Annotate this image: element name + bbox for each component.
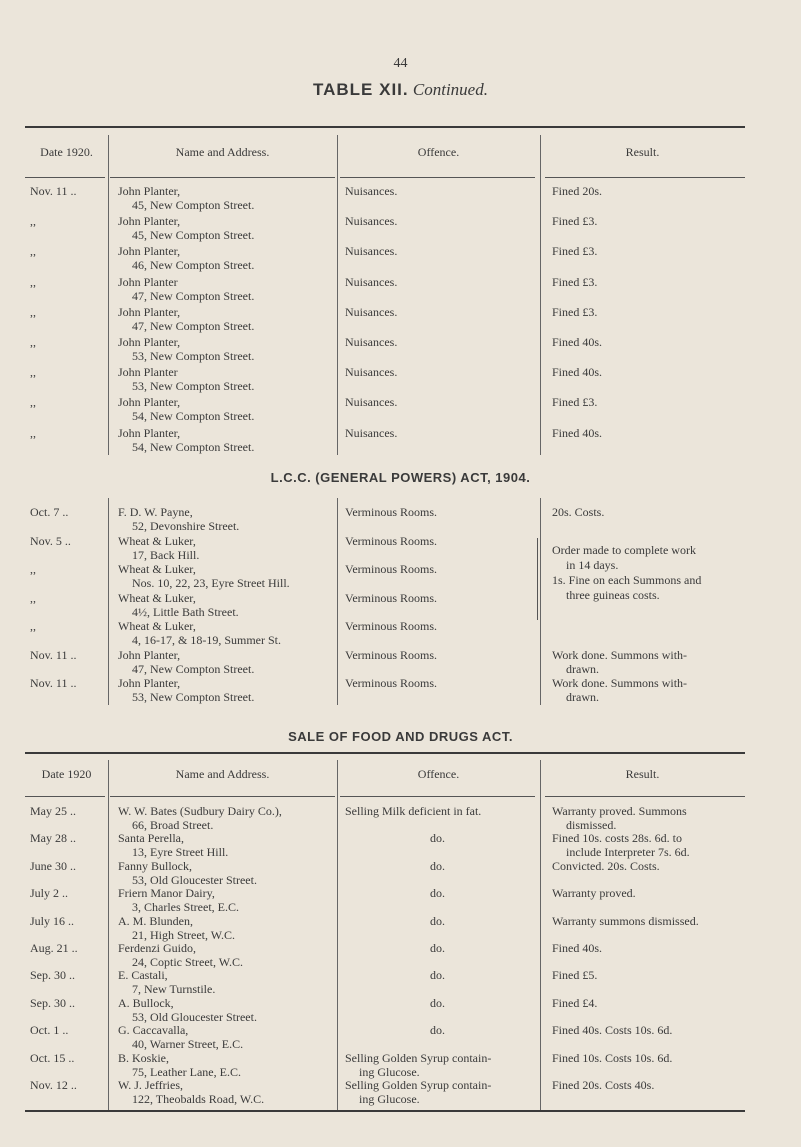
- row-result: [552, 395, 752, 409]
- header-name: Name and Address.: [175, 767, 270, 781]
- result-text-cont: dismissed.: [566, 818, 617, 832]
- offence-text-cont: ing Glucose.: [359, 1064, 420, 1079]
- offence-text: do.: [430, 858, 445, 873]
- table-row: [0, 1078, 801, 1114]
- row-result: [552, 914, 752, 928]
- row-name: F. D. W. Payne,: [118, 505, 193, 519]
- row-name-address: [118, 365, 336, 393]
- row-offence: [345, 941, 530, 955]
- row-offence: [345, 335, 530, 349]
- row-address: 13, Eyre Street Hill.: [132, 845, 229, 860]
- row-name: John Planter,: [118, 425, 181, 440]
- row-name-address: [118, 505, 336, 533]
- header-offence: Offence.: [417, 767, 460, 781]
- row-date: [30, 244, 110, 258]
- result-text-cont: include Interpreter 7s. 6d.: [566, 845, 690, 860]
- row-name-address: [118, 831, 336, 859]
- row-address: 53, Old Gloucester Street.: [132, 1009, 257, 1024]
- row-date: [30, 426, 110, 440]
- row-offence: [345, 914, 530, 928]
- offence-text: Verminous Rooms.: [345, 505, 438, 519]
- leader-dots: ..: [70, 831, 76, 846]
- row-offence: [345, 244, 530, 258]
- header-result: Result.: [625, 767, 660, 781]
- row-date: [30, 214, 110, 228]
- result-text: Fined £5.: [552, 968, 598, 983]
- row-address: 54, New Compton Street.: [132, 439, 255, 454]
- row-address: 66, Broad Street.: [132, 818, 214, 832]
- header-rule: [545, 796, 745, 797]
- row-result: [552, 1078, 752, 1092]
- row-address: 53, New Compton Street.: [132, 379, 255, 394]
- header-rule: [25, 796, 105, 797]
- result-text: Work done. Summons with-: [552, 647, 688, 662]
- row-result: [552, 1023, 752, 1037]
- row-name: Ferdenzi Guido,: [118, 941, 196, 955]
- row-date: [30, 1051, 110, 1065]
- row-date: [30, 886, 110, 900]
- row-result: [552, 941, 752, 955]
- row-date: [30, 996, 110, 1010]
- offence-text: Selling Milk deficient in fat.: [345, 804, 482, 818]
- row-name-address: [118, 804, 336, 832]
- row-result: [552, 886, 752, 900]
- row-name: John Planter,: [118, 214, 181, 229]
- date-text: Nov. 11: [30, 676, 68, 690]
- leader-dots: ..: [70, 858, 76, 873]
- row-offence: [345, 804, 530, 818]
- row-address: 47, New Compton Street.: [132, 288, 255, 303]
- header-date: Date 1920: [41, 767, 92, 781]
- bracketed-result: [552, 543, 757, 603]
- row-date: [30, 941, 110, 955]
- row-name: John Planter: [118, 365, 178, 380]
- bracketed-result-line: three guineas costs.: [566, 588, 660, 602]
- header-rule: [110, 796, 335, 797]
- offence-text: Nuisances.: [345, 274, 398, 289]
- row-address: 47, New Compton Street.: [132, 318, 255, 333]
- row-name: Fanny Bullock,: [118, 858, 192, 873]
- row-name: John Planter,: [118, 395, 181, 410]
- row-offence: [345, 591, 530, 605]
- result-text: Fined £3.: [552, 395, 598, 410]
- row-address: 75, Leather Lane, E.C.: [132, 1064, 241, 1079]
- header-rule: [25, 177, 105, 178]
- row-name-address: [118, 886, 336, 914]
- date-text: ,,: [30, 274, 36, 289]
- row-result: [552, 968, 752, 982]
- row-date: [30, 395, 110, 409]
- offence-text: Verminous Rooms.: [345, 619, 438, 633]
- date-text: ,,: [30, 335, 36, 349]
- row-result: [552, 676, 752, 704]
- offence-text: do.: [430, 968, 445, 983]
- leader-dots: ..: [69, 968, 75, 983]
- offence-text: Verminous Rooms.: [345, 647, 438, 662]
- offence-text: Nuisances.: [345, 395, 398, 410]
- row-name: Wheat & Luker,: [118, 562, 196, 576]
- row-name: Wheat & Luker,: [118, 533, 196, 548]
- result-text: Fined 20s.: [552, 184, 603, 198]
- date-text: Oct. 7: [30, 505, 60, 519]
- table1-top-rule: [25, 126, 745, 128]
- row-result: [552, 365, 752, 379]
- offence-text: Nuisances.: [345, 425, 398, 440]
- row-offence: [345, 676, 530, 690]
- row-name-address: [118, 996, 336, 1024]
- date-text: Nov. 5: [30, 533, 62, 548]
- row-name-address: [118, 305, 336, 333]
- row-address: 4½, Little Bath Street.: [132, 604, 239, 619]
- result-text: Warranty summons dismissed.: [552, 913, 699, 928]
- leader-dots: ..: [70, 647, 77, 662]
- row-name: W. J. Jeffries,: [118, 1078, 183, 1092]
- table-title-italic: Continued.: [412, 80, 488, 99]
- row-name-address: [118, 941, 336, 969]
- row-name: E. Castali,: [118, 968, 168, 983]
- row-name-address: [118, 1078, 336, 1106]
- row-date: [30, 365, 110, 379]
- result-text: Warranty proved.: [552, 886, 636, 901]
- row-name-address: [118, 335, 336, 363]
- row-address: 7, New Turnstile.: [132, 982, 216, 997]
- offence-text: do.: [430, 1023, 445, 1038]
- row-address: 53, New Compton Street.: [132, 349, 255, 363]
- row-offence: [345, 214, 530, 228]
- row-name: Friern Manor Dairy,: [118, 886, 215, 901]
- row-date: [30, 1078, 110, 1092]
- result-text: Fined £3.: [552, 274, 598, 289]
- row-result: [552, 1051, 752, 1065]
- leader-dots: ..: [68, 1050, 75, 1065]
- leader-dots: ..: [62, 505, 69, 519]
- offence-text: Nuisances.: [345, 244, 398, 259]
- row-date: [30, 914, 110, 928]
- result-text: Warranty proved. Summons: [552, 804, 687, 818]
- offence-text: do.: [430, 886, 445, 901]
- bracketed-result-line: in 14 days.: [566, 558, 619, 572]
- header-rule: [545, 177, 745, 178]
- row-result: [552, 505, 752, 519]
- row-date: [30, 305, 110, 319]
- row-offence: [345, 275, 530, 289]
- row-date: [30, 275, 110, 289]
- offence-text: do.: [430, 831, 445, 846]
- offence-text: Nuisances.: [345, 335, 398, 349]
- row-address: Nos. 10, 22, 23, Eyre Street Hill.: [132, 576, 290, 590]
- row-name: John Planter,: [118, 184, 181, 198]
- row-address: 21, High Street, W.C.: [132, 927, 236, 942]
- row-name: Santa Perella,: [118, 831, 184, 846]
- row-result: [552, 214, 752, 228]
- row-date: [30, 676, 110, 690]
- header-rule: [340, 177, 535, 178]
- date-text: ,,: [30, 590, 36, 605]
- row-date: [30, 1023, 110, 1037]
- row-offence: [345, 1051, 530, 1079]
- date-text: Sep. 30: [30, 995, 66, 1010]
- row-offence: [345, 305, 530, 319]
- result-text-cont: drawn.: [566, 690, 599, 704]
- row-address: 53, Old Gloucester Street.: [132, 872, 257, 887]
- row-name-address: [118, 591, 336, 619]
- leader-dots: ..: [64, 533, 71, 548]
- row-date: [30, 591, 110, 605]
- row-result: [552, 426, 752, 440]
- offence-text: do.: [430, 995, 445, 1010]
- date-text: ,,: [30, 562, 36, 576]
- row-name: Wheat & Luker,: [118, 590, 196, 605]
- row-address: 47, New Compton Street.: [132, 661, 255, 676]
- offence-text: do.: [430, 941, 445, 955]
- date-text: Oct. 15: [30, 1050, 66, 1065]
- row-date: [30, 859, 110, 873]
- date-text: Aug. 21: [30, 941, 69, 955]
- row-name-address: [118, 426, 336, 454]
- date-text: July 2: [30, 886, 60, 901]
- leader-dots: ..: [68, 913, 75, 928]
- row-address: 53, New Compton Street.: [132, 690, 255, 704]
- row-result: [552, 305, 752, 319]
- offence-text: Verminous Rooms.: [345, 533, 438, 548]
- date-text: May 28: [30, 831, 67, 846]
- offence-text: do.: [430, 913, 445, 928]
- row-result: [552, 804, 752, 832]
- offence-text: Verminous Rooms.: [345, 590, 438, 605]
- row-address: 54, New Compton Street.: [132, 409, 255, 424]
- row-name: John Planter,: [118, 647, 181, 662]
- row-address: 17, Back Hill.: [132, 547, 200, 562]
- date-text: May 25: [30, 804, 67, 818]
- result-text: Fined 40s.: [552, 365, 603, 380]
- page-number: 44: [393, 56, 408, 71]
- row-offence: [345, 859, 530, 873]
- row-name: W. W. Bates (Sudbury Dairy Co.),: [118, 804, 282, 818]
- result-text: Fined £3.: [552, 304, 598, 319]
- date-text: Sep. 30: [30, 968, 66, 983]
- row-name-address: [118, 534, 336, 562]
- header-offence: Offence.: [417, 145, 460, 159]
- row-name-address: [118, 1051, 336, 1079]
- offence-text: Nuisances.: [345, 304, 398, 319]
- result-text: Fined £3.: [552, 214, 598, 229]
- lcc-section-title: L.C.C. (GENERAL POWERS) ACT, 1904.: [270, 470, 531, 485]
- row-offence: [345, 426, 530, 440]
- leader-dots: ..: [62, 1023, 69, 1038]
- date-text: Nov. 11: [30, 647, 68, 662]
- row-name-address: [118, 859, 336, 887]
- row-offence: [345, 395, 530, 409]
- header-rule: [340, 796, 535, 797]
- row-offence: [345, 996, 530, 1010]
- row-name-address: [118, 968, 336, 996]
- header-date: Date 1920.: [40, 145, 93, 159]
- result-text: Fined 40s.: [552, 335, 603, 349]
- result-text: Work done. Summons with-: [552, 676, 688, 690]
- row-name: John Planter,: [118, 676, 181, 690]
- row-name: John Planter,: [118, 244, 181, 259]
- date-text: Nov. 12: [30, 1078, 68, 1092]
- row-address: 46, New Compton Street.: [132, 258, 255, 273]
- row-date: [30, 562, 110, 576]
- row-offence: [345, 184, 530, 198]
- offence-text: Verminous Rooms.: [345, 676, 438, 690]
- row-result: [552, 244, 752, 258]
- result-text: Fined 40s.: [552, 941, 603, 955]
- table-title-bold: TABLE XII.: [313, 80, 409, 99]
- row-name-address: [118, 214, 336, 242]
- date-text: June 30: [30, 858, 67, 873]
- leader-dots: ..: [71, 941, 78, 955]
- leader-dots: ..: [69, 995, 75, 1010]
- row-name: G. Caccavalla,: [118, 1023, 189, 1038]
- date-text: ,,: [30, 304, 36, 319]
- result-text: Fined £3.: [552, 244, 598, 259]
- row-date: [30, 335, 110, 349]
- offence-text-cont: ing Glucose.: [359, 1092, 420, 1106]
- table3-top-rule: [25, 752, 745, 754]
- leader-dots: ..: [62, 886, 69, 901]
- row-name: A. M. Blunden,: [118, 913, 193, 928]
- date-text: ,,: [30, 214, 36, 229]
- row-name: Wheat & Luker,: [118, 619, 196, 633]
- row-offence: [345, 1023, 530, 1037]
- row-name: John Planter,: [118, 304, 181, 319]
- offence-text: Verminous Rooms.: [345, 562, 438, 576]
- row-name: John Planter,: [118, 335, 181, 349]
- row-result: [552, 996, 752, 1010]
- row-name-address: [118, 676, 336, 704]
- row-address: 4, 16-17, & 18-19, Summer St.: [132, 633, 281, 647]
- header-result: Result.: [625, 145, 660, 159]
- row-name-address: [118, 395, 336, 423]
- date-text: ,,: [30, 244, 36, 259]
- row-name-address: [118, 244, 336, 272]
- offence-text: Nuisances.: [345, 365, 398, 380]
- row-name: A. Bullock,: [118, 995, 174, 1010]
- row-name-address: [118, 184, 336, 212]
- date-text: ,,: [30, 425, 36, 440]
- row-result: [552, 275, 752, 289]
- result-text: 20s. Costs.: [552, 505, 605, 519]
- row-address: 122, Theobalds Road, W.C.: [132, 1092, 265, 1106]
- bracketed-result-line: 1s. Fine on each Summons and: [552, 573, 702, 587]
- row-name-address: [118, 275, 336, 303]
- row-date: [30, 968, 110, 982]
- row-offence: [345, 505, 530, 519]
- table-row: [0, 426, 801, 462]
- offence-text: Selling Golden Syrup contain-: [345, 1078, 492, 1092]
- date-text: July 16: [30, 913, 66, 928]
- row-address: 24, Coptic Street, W.C.: [132, 955, 243, 969]
- result-bracket: [537, 538, 548, 620]
- header-name: Name and Address.: [175, 145, 270, 159]
- leader-dots: ..: [70, 184, 77, 198]
- row-offence: [345, 534, 530, 548]
- table3-bottom-rule: [25, 1110, 745, 1112]
- leader-dots: ..: [70, 804, 76, 818]
- row-result: [552, 648, 752, 676]
- header-rule: [110, 177, 335, 178]
- row-date: [30, 619, 110, 633]
- leader-dots: ..: [70, 676, 77, 690]
- row-date: [30, 184, 110, 198]
- row-date: [30, 534, 110, 548]
- offence-text: Nuisances.: [345, 214, 398, 229]
- row-name: John Planter: [118, 274, 178, 289]
- row-name-address: [118, 648, 336, 676]
- result-text: Convicted. 20s. Costs.: [552, 858, 660, 873]
- row-offence: [345, 562, 530, 576]
- row-date: [30, 648, 110, 662]
- result-text: Fined 10s. Costs 10s. 6d.: [552, 1050, 673, 1065]
- row-result: [552, 335, 752, 349]
- leader-dots: ..: [70, 1078, 77, 1092]
- row-name-address: [118, 914, 336, 942]
- result-text: Fined 40s. Costs 10s. 6d.: [552, 1023, 673, 1038]
- row-offence: [345, 968, 530, 982]
- row-result: [552, 859, 752, 873]
- bracketed-result-line: Order made to complete work: [552, 543, 696, 557]
- date-text: ,,: [30, 395, 36, 410]
- date-text: Nov. 11: [30, 184, 68, 198]
- row-date: [30, 505, 110, 519]
- row-name: B. Koskie,: [118, 1050, 169, 1065]
- row-address: 3, Charles Street, E.C.: [132, 900, 239, 915]
- date-text: ,,: [30, 619, 36, 633]
- row-date: [30, 831, 110, 845]
- row-offence: [345, 831, 530, 845]
- row-offence: [345, 648, 530, 662]
- table-row: [0, 676, 801, 712]
- result-text: Fined 40s.: [552, 425, 603, 440]
- table-title: [0, 80, 801, 100]
- result-text: Fined 20s. Costs 40s.: [552, 1078, 655, 1092]
- row-result: [552, 831, 752, 859]
- row-address: 40, Warner Street, E.C.: [132, 1037, 244, 1052]
- row-name-address: [118, 562, 336, 590]
- date-text: ,,: [30, 365, 36, 380]
- row-address: 45, New Compton Street.: [132, 198, 255, 212]
- row-date: [30, 804, 110, 818]
- date-text: Oct. 1: [30, 1023, 60, 1038]
- row-name-address: [118, 1023, 336, 1051]
- row-name-address: [118, 619, 336, 647]
- row-result: [552, 184, 752, 198]
- row-offence: [345, 886, 530, 900]
- row-address: 45, New Compton Street.: [132, 228, 255, 243]
- result-text: Fined 10s. costs 28s. 6d. to: [552, 831, 683, 846]
- offence-text: Selling Golden Syrup contain-: [345, 1050, 492, 1065]
- row-offence: [345, 619, 530, 633]
- sale-section-title: SALE OF FOOD AND DRUGS ACT.: [288, 729, 513, 744]
- row-address: 52, Devonshire Street.: [132, 519, 240, 533]
- offence-text: Nuisances.: [345, 184, 398, 198]
- row-offence: [345, 1078, 530, 1106]
- result-text-cont: drawn.: [566, 661, 599, 676]
- row-offence: [345, 365, 530, 379]
- result-text: Fined £4.: [552, 995, 598, 1010]
